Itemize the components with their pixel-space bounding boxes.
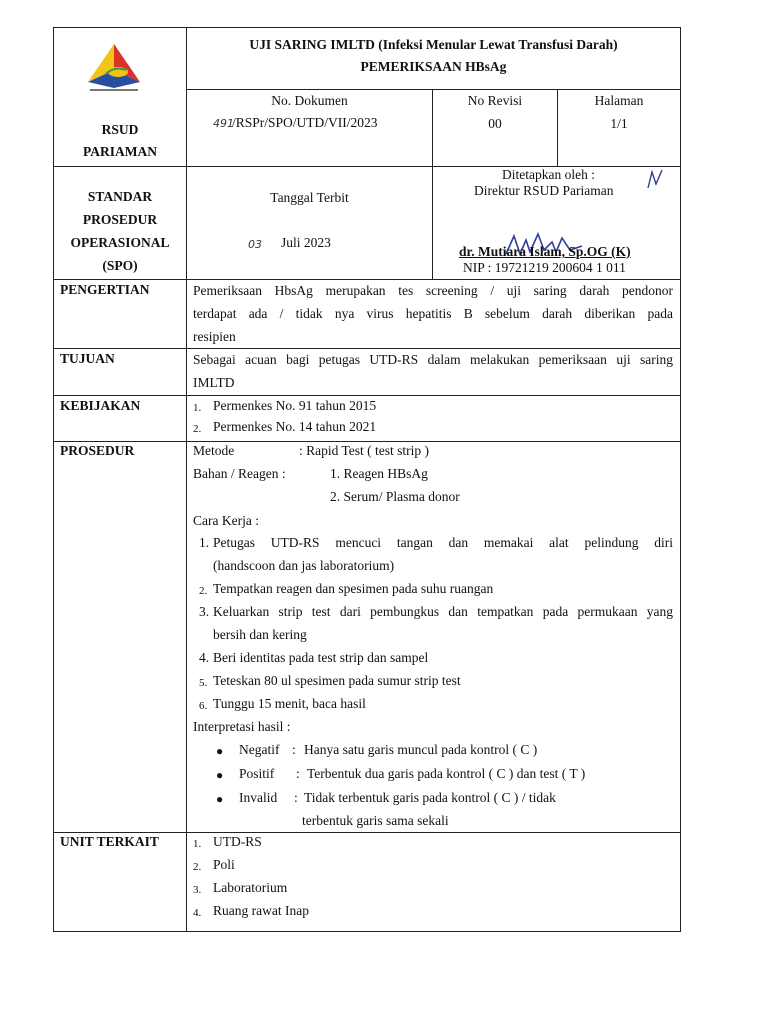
result-label: Invalid: [239, 790, 278, 805]
revision-label: No Revisi: [467, 93, 523, 108]
unit-item-text: Poli: [213, 857, 235, 872]
spo-line3: OPERASIONAL: [70, 235, 170, 250]
result-sep: :: [294, 790, 298, 805]
header-divider-1: [186, 89, 680, 90]
result-label: Positif: [239, 766, 275, 781]
bahan-item-2: 2. Serum/ Plasma donor: [330, 489, 460, 504]
section-divider-prosedur: [53, 441, 680, 442]
step-text: Petugas UTD-RS mencuci tangan dan memakai alat pelindung diri: [213, 535, 673, 550]
bahan-label: Bahan / Reagen :: [193, 466, 286, 481]
metode-value: : Rapid Test ( test strip ): [299, 443, 430, 458]
step-text: Beri identitas pada test strip dan sampel: [213, 650, 429, 665]
spo-line4: (SPO): [102, 258, 138, 273]
step-text: Teteskan 80 ul spesimen pada sumur strip test: [213, 673, 461, 688]
step-num: 4.: [199, 650, 210, 665]
interpretasi-label: Interpretasi hasil :: [193, 719, 291, 734]
step-num: 5.: [199, 677, 208, 689]
approved-by-label: Ditetapkan oleh :: [502, 167, 595, 182]
approved-by-role: Direktur RSUD Pariaman: [474, 183, 614, 198]
issue-date-handwritten: [248, 236, 262, 253]
result-label: Negatif: [239, 742, 280, 757]
step-num: 6.: [199, 700, 208, 712]
kebijakan-item-num: 1.: [193, 402, 202, 414]
doc-no-handwritten-text: 491: [213, 117, 234, 130]
unit-item-num: 4.: [193, 907, 202, 919]
spo-line2: PROSEDUR: [82, 212, 158, 227]
section-label-unit-terkait: UNIT TERKAIT: [60, 834, 159, 849]
section-label-tujuan: TUJUAN: [60, 351, 115, 366]
step-num: 2.: [199, 585, 208, 597]
issue-date-handwritten-text: 03: [248, 238, 262, 251]
step-text: Keluarkan strip test dari pembungkus dan tempatkan pada permukaan yang: [213, 604, 673, 619]
unit-item-text: UTD-RS: [213, 834, 262, 849]
result-text: Tidak terbentuk garis pada kontrol ( C ) / tidak: [304, 790, 556, 805]
page-value: 1/1: [610, 116, 628, 131]
signer-nip: NIP : 19721219 200604 1 011: [463, 260, 626, 275]
section-label-pengertian: PENGERTIAN: [60, 282, 150, 297]
page-label: Halaman: [594, 93, 644, 108]
doc-no-handwritten: [213, 115, 234, 132]
step-text: Tempatkan reagen dan spesimen pada suhu ruangan: [213, 581, 494, 596]
doc-no-label: No. Dokumen: [271, 93, 348, 108]
hospital-name-line1: RSUD: [101, 122, 139, 137]
unit-item-num: 1.: [193, 838, 202, 850]
table-border-bottom: [53, 931, 681, 932]
kebijakan-item-text: Permenkes No. 14 tahun 2021: [213, 419, 377, 434]
result-sep: :: [296, 766, 300, 781]
cara-kerja-label: Cara Kerja :: [193, 513, 259, 528]
result-text: Hanya satu garis muncul pada kontrol ( C ): [304, 742, 538, 757]
revision-value: 00: [488, 116, 502, 131]
step-num: 3.: [199, 604, 210, 619]
issue-date-value: Juli 2023: [281, 235, 331, 250]
bullet-icon: ●: [216, 792, 224, 806]
metode-label: Metode: [193, 443, 235, 458]
issue-date-label: Tanggal Terbit: [270, 190, 349, 205]
tujuan-line2: IMLTD: [193, 375, 235, 390]
bullet-icon: ●: [216, 744, 224, 758]
section-divider-kebijakan: [53, 395, 680, 396]
table-border-right: [680, 27, 681, 931]
unit-item-text: Ruang rawat Inap: [213, 903, 309, 918]
section-divider-unit: [53, 832, 680, 833]
table-border-top: [53, 27, 680, 28]
spo-line1: STANDAR: [87, 189, 153, 204]
hospital-logo: [80, 40, 148, 96]
result-sep: :: [292, 742, 296, 757]
kebijakan-item-num: 2.: [193, 423, 202, 435]
bahan-item-1: 1. Reagen HBsAg: [330, 466, 428, 481]
step-num: 1.: [199, 535, 210, 550]
document-subtitle: PEMERIKSAAN HBsAg: [360, 59, 507, 74]
initial-mark: [644, 166, 666, 192]
step-text: Tunggu 15 menit, baca hasil: [213, 696, 366, 711]
table-border-left: [53, 27, 54, 931]
result-text-cont: terbentuk garis sama sekali: [302, 813, 449, 828]
signer-name: dr. Mutiara Islam, Sp.OG (K): [459, 244, 631, 259]
section-label-kebijakan: KEBIJAKAN: [60, 398, 141, 413]
pengertian-line3: resipien: [193, 329, 236, 344]
unit-item-num: 2.: [193, 861, 202, 873]
doc-no-value: /RSPr/SPO/UTD/VII/2023: [232, 115, 378, 130]
step-text-cont: (handscoon dan jas laboratorium): [213, 558, 395, 573]
kebijakan-item-text: Permenkes No. 91 tahun 2015: [213, 398, 377, 413]
unit-item-text: Laboratorium: [213, 880, 288, 895]
bullet-icon: ●: [216, 768, 224, 782]
tujuan-line1: Sebagai acuan bagi petugas UTD-RS dalam melakukan pemeriksaan uji saring: [193, 352, 673, 367]
hospital-name-line2: PARIAMAN: [83, 144, 157, 159]
pengertian-line2: terdapat ada / tidak nya virus hepatitis B sebelum darah diberikan pada: [193, 306, 673, 321]
section-label-prosedur: PROSEDUR: [60, 443, 135, 458]
document-title: UJI SARING IMLTD (Infeksi Menular Lewat Transfusi Darah): [249, 37, 618, 52]
step-text-cont: bersih dan kering: [213, 627, 307, 642]
column-divider: [186, 27, 187, 931]
result-text: Terbentuk dua garis pada kontrol ( C ) dan test ( T ): [307, 766, 586, 781]
unit-item-num: 3.: [193, 884, 202, 896]
pengertian-line1: Pemeriksaan HbsAg merupakan tes screening / uji saring darah pendonor: [193, 283, 673, 298]
